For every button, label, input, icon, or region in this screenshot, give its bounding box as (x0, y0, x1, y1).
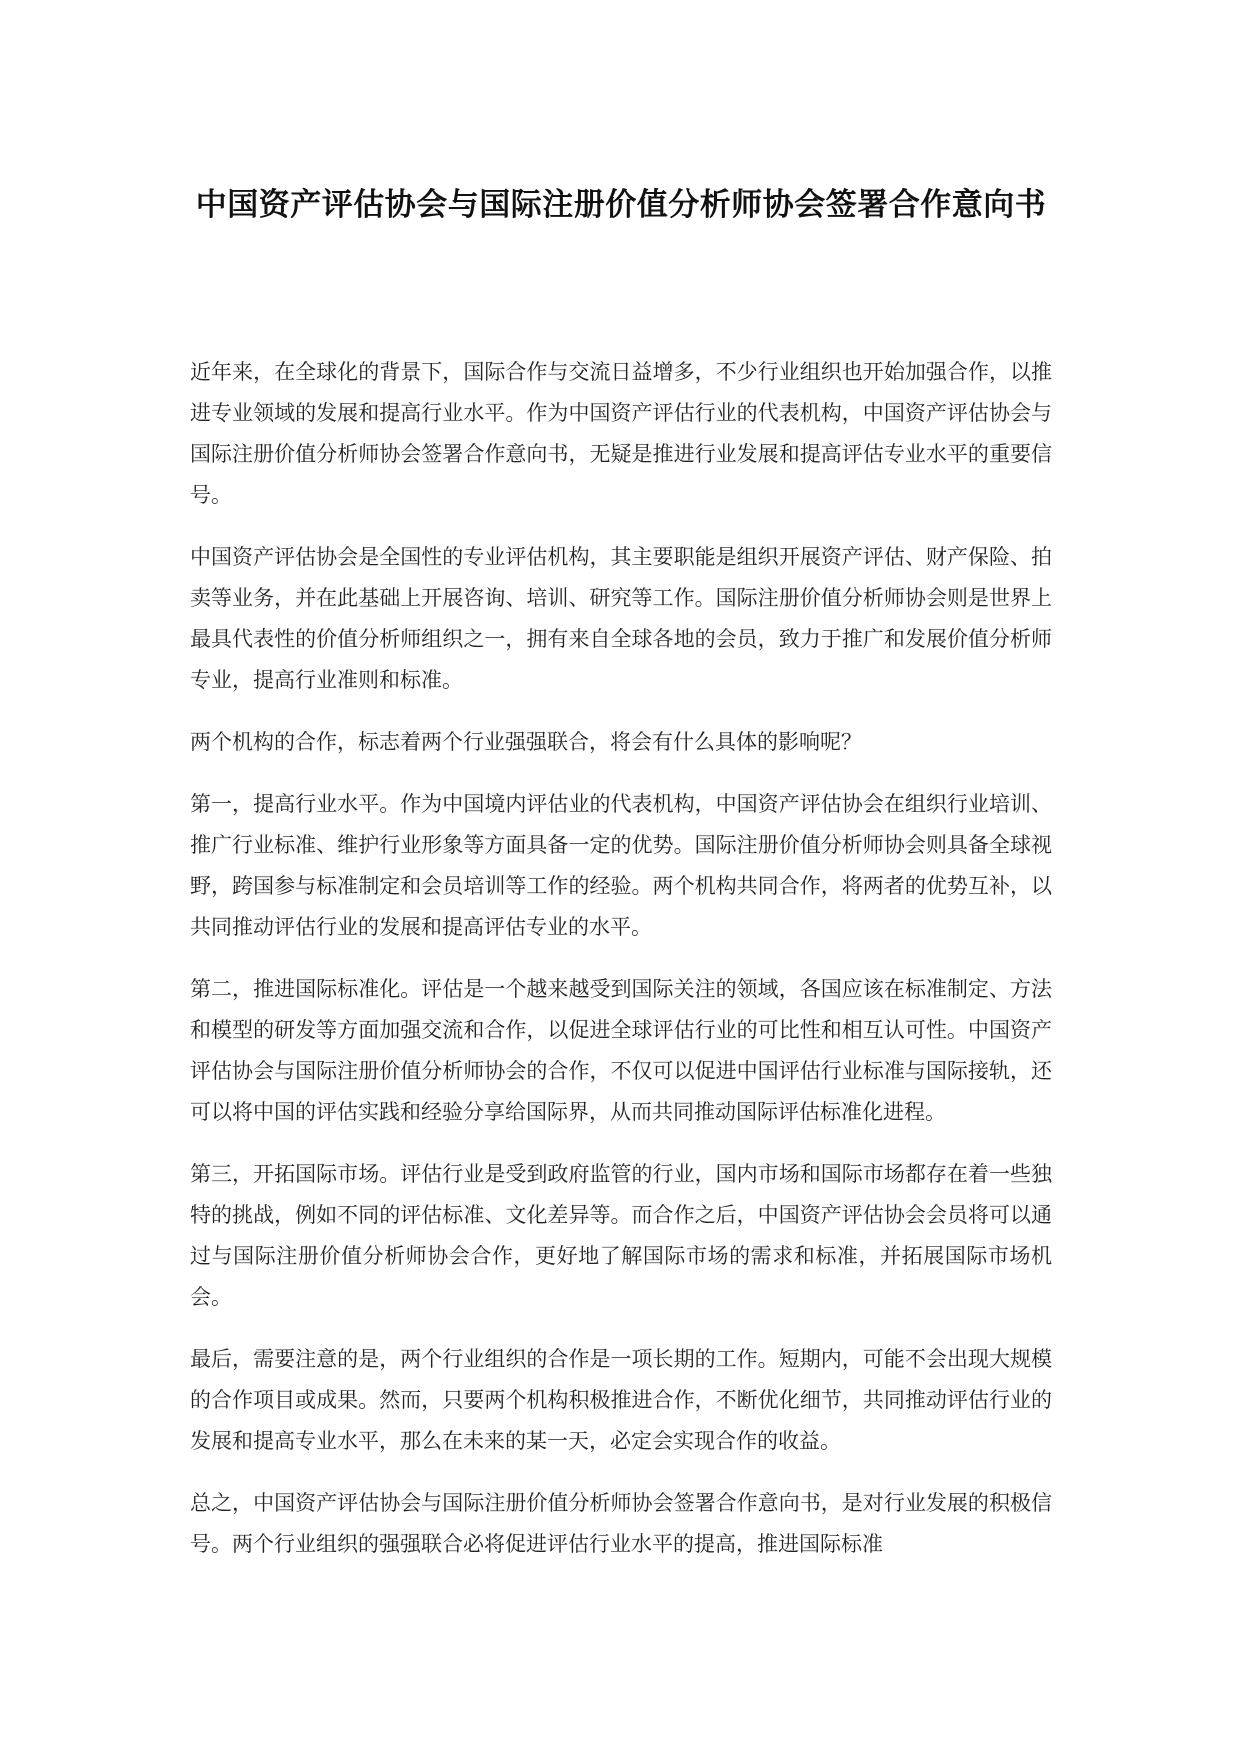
paragraph-finally: 最后，需要注意的是，两个行业组织的合作是一项长期的工作。短期内，可能不会出现大规模的合作项目或成果。然而，只要两个机构积极推进合作，不断优化细节，共同推动评估行业的发展和提高专业水平，那么在未来的某一天，必定会实现合作的收益。 (190, 1347, 1052, 1453)
paragraph-background: 中国资产评估协会是全国性的专业评估机构，其主要职能是组织开展资产评估、财产保险、拍卖等业务，并在此基础上开展咨询、培训、研究等工作。国际注册价值分析师协会则是世界上最具代表性的价值分析师组织之一，拥有来自全球各地的会员，致力于推广和发展价值分析师专业，提高行业准则和标准。 (190, 545, 1052, 692)
paragraph-point-two: 第二，推进国际标准化。评估是一个越来越受到国际关注的领域，各国应该在标准制定、方法和模型的研发等方面加强交流和合作，以促进全球评估行业的可比性和相互认可性。中国资产评估协会与国际注册价值分析师协会的合作，不仅可以促进中国评估行业标准与国际接轨，还可以将中国的评估实践和经验分享给国际界，从而共同推动国际评估标准化进程。 (190, 977, 1052, 1124)
paragraph-point-one: 第一，提高行业水平。作为中国境内评估业的代表机构，中国资产评估协会在组织行业培训、推广行业标准、维护行业形象等方面具备一定的优势。国际注册价值分析师协会则具备全球视野，跨国参与标准制定和会员培训等工作的经验。两个机构共同合作，将两者的优势互补，以共同推动评估行业的发展和提高评估专业的水平。 (190, 792, 1052, 939)
paragraph-conclusion: 总之，中国资产评估协会与国际注册价值分析师协会签署合作意向书，是对行业发展的积极信号。两个行业组织的强强联合必将促进评估行业水平的提高，推进国际标准 (190, 1491, 1052, 1556)
document-title: 中国资产评估协会与国际注册价值分析师协会签署合作意向书 (195, 187, 1047, 223)
paragraph-question: 两个机构的合作，标志着两个行业强强联合，将会有什么具体的影响呢？ (190, 730, 862, 754)
document-body (190, 352, 1052, 1586)
paragraph-point-three: 第三，开拓国际市场。评估行业是受到政府监管的行业，国内市场和国际市场都存在着一些独特的挑战，例如不同的评估标准、文化差异等。而合作之后，中国资产评估协会会员将可以通过与国际注册价值分析师协会合作，更好地了解国际市场的需求和标准，并拓展国际市场机会。 (190, 1162, 1052, 1309)
paragraph-intro: 近年来，在全球化的背景下，国际合作与交流日益增多，不少行业组织也开始加强合作，以推进专业领域的发展和提高行业水平。作为中国资产评估行业的代表机构，中国资产评估协会与国际注册价值分析师协会签署合作意向书，无疑是推进行业发展和提高评估专业水平的重要信号。 (190, 360, 1052, 507)
